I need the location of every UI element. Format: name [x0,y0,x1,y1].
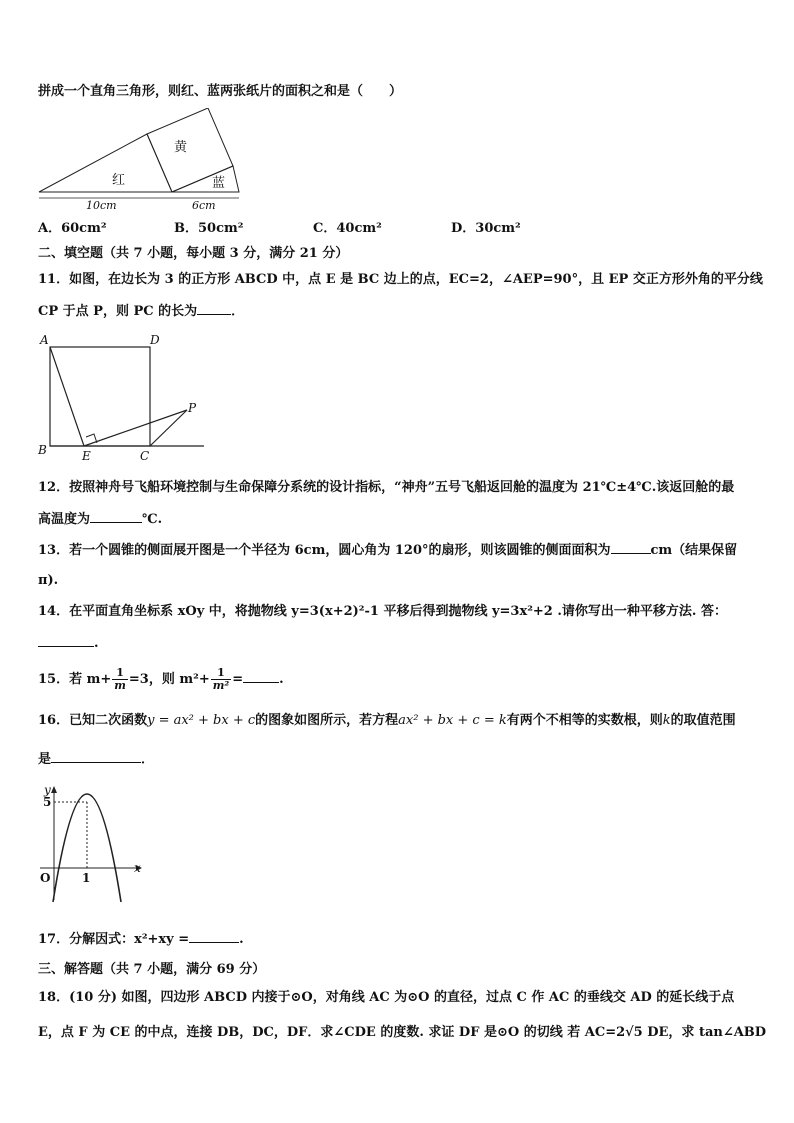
q18-line2: E，点 F 为 CE 的中点，连接 DB，DC，DF．求∠CDE 的度数. 求证 DF 是⊙O 的切线 若 AC=2√5 DE，求 tan∠ABD [38,1025,767,1040]
q11-text: CP 于点 P，则 PC 的长为 [38,304,198,319]
segment-ae [50,347,84,446]
label-c: C [140,449,150,462]
q14-end: . [94,636,99,651]
q15-text: 15．若 m+ [38,672,112,687]
q16-line1 [38,712,736,730]
section-2-heading: 二、填空题（共 7 小题，每小题 3 分，满分 21 分） [38,246,349,261]
q13-line2: π). [38,573,59,588]
label-blue: 蓝 [212,176,226,191]
red-triangle [39,134,172,192]
q13-answer-blank [611,541,651,554]
q17-text: 17．分解因式：x²+xy = [38,932,190,947]
label-o: O [40,871,51,885]
section-3-heading: 三、解答题（共 7 小题，满分 69 分） [38,962,266,977]
q13-end: cm（结果保留 [650,543,738,558]
q16-line2 [38,750,154,769]
q15-fraction-2: $\frac{1}{\text{m²}}$ [212,666,230,692]
label-y: y [44,783,51,797]
q11-answer-blank [197,302,231,315]
q11-figure [36,330,212,462]
label-5: 5 [43,795,52,809]
q12-end: ℃. [142,512,163,527]
option-b: B．50cm² [174,221,244,236]
blue-triangle [172,166,239,192]
q10-text: 拼成一个直角三角形，则红、蓝两张纸片的面积之和是（ ） [38,84,403,99]
q12-line2 [38,510,162,529]
q14-line2 [38,634,99,653]
q16-figure [36,782,148,904]
label-red: 红 [112,173,126,188]
option-a: A．60cm² [38,221,107,236]
square-abcd [50,347,150,446]
label-yellow: 黄 [174,140,188,155]
q15-equals: = [232,672,244,687]
label-a: A [40,333,49,347]
label-10cm: 10cm [86,199,117,212]
segment-ep [84,410,187,446]
option-d: D．30cm² [451,221,521,236]
q15-end: . [279,672,284,687]
q15-answer-blank [243,670,279,683]
q17-line [38,930,244,949]
q16-text2: 的图象如图所示，若方程 [255,713,399,728]
q16-text5: 是 [38,752,52,767]
label-6cm: 6cm [192,199,216,212]
label-1: 1 [82,871,91,885]
q11-line1: 11．如图，在边长为 3 的正方形 ABCD 中，点 E 是 BC 边上的点，EC=2，∠AEP=90°，且 EP 交正方形外角的平分线 [38,272,763,287]
label-e: E [82,449,91,462]
label-d: D [150,333,160,347]
q14-answer-blank [38,634,94,647]
q16-expr1: y = ax² + bx + c [147,713,256,728]
q15-mid: =3，则 m²+ [128,672,210,687]
q11-end: ． [231,304,245,319]
q14-line1: 14．在平面直角坐标系 xOy 中，将抛物线 y=3(x+2)²-1 平移后得到抛物线 y=3x²+2 .请你写出一种平移方法. 答： [38,604,727,619]
q13-line1 [38,541,737,560]
q16-k: k [662,713,671,728]
label-p: P [188,401,197,415]
q16-text3: 有两个不相等的实数根，则 [506,713,663,728]
option-c: C．40cm² [313,221,382,236]
q16-answer-blank [51,750,141,763]
q16-text: 16．已知二次函数 [38,713,148,728]
q10-figure [36,108,244,212]
q16-end: ． [141,752,155,767]
q12-line1: 12．按照神舟号飞船环境控制与生命保障分系统的设计指标，“神舟”五号飞船返回舱的温度为 21℃±4℃.该返回舱的最 [38,480,735,495]
q15-fraction-1: $\frac{1}{m}$ [114,666,126,692]
q17-end: . [239,932,244,947]
q16-text4: 的取值范围 [670,713,736,728]
q15-line [38,667,284,692]
label-b: B [38,443,47,457]
label-x: x [134,861,141,875]
q12-answer-blank [90,510,142,523]
q18-line1: 18．(10 分) 如图，四边形 ABCD 内接于⊙O，对角线 AC 为⊙O 的直径，过点 C 作 AC 的垂线交 AD 的延长线于点 [38,990,735,1005]
q11-line2 [38,302,244,321]
q16-expr2: ax² + bx + c = k [398,713,507,728]
q17-answer-blank [189,930,239,943]
y-axis-arrow [51,786,57,793]
q13-text: 13．若一个圆锥的侧面展开图是一个半径为 6cm，圆心角为 120°的扇形，则该圆锥的侧面面积为 [38,543,611,558]
segment-cp [150,410,187,446]
q12-text: 高温度为 [38,512,91,527]
